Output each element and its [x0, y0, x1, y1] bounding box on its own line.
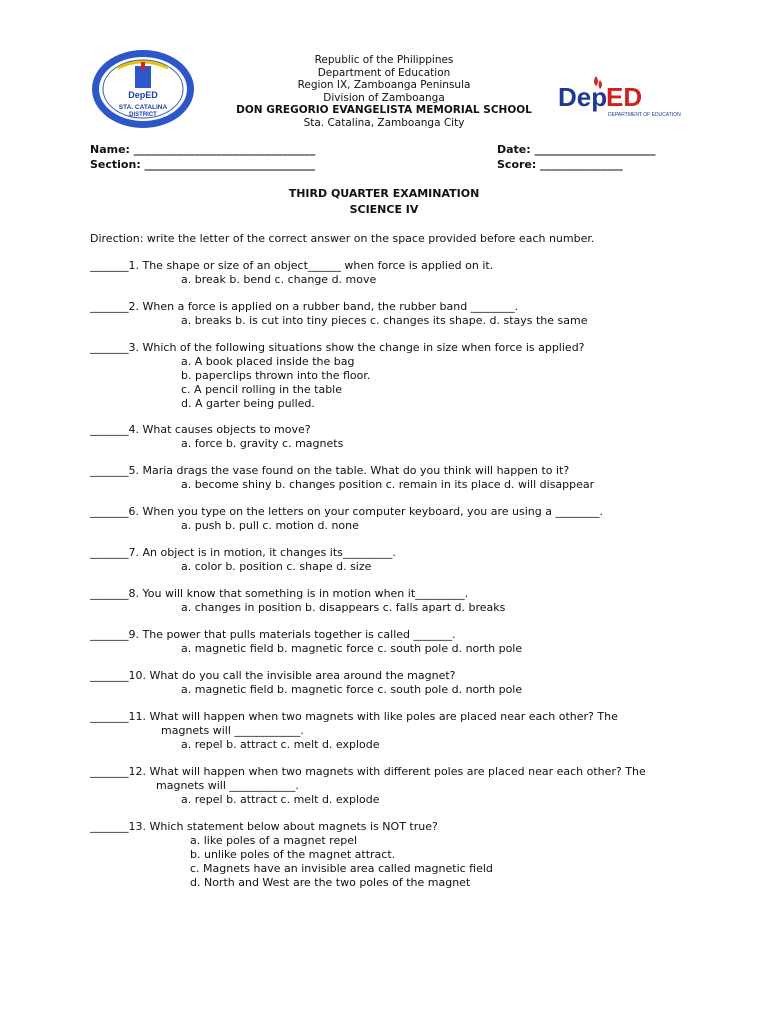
document-header — [200, 54, 568, 130]
question-5: _______5. Maria drags the vase found on the table. What do you think will happen to it? — [90, 464, 570, 477]
question-12: _______12. What will happen when two magnets with different poles are placed near each other? The — [90, 765, 646, 778]
question-13-option-a: a. like poles of a magnet repel — [190, 834, 358, 847]
question-12-options: a. repel b. attract c. melt d. explode — [181, 793, 380, 806]
question-9: _______9. The power that pulls materials together is called _______. — [90, 628, 456, 641]
question-5-options: a. become shiny b. changes position c. remain in its place d. will disappear — [181, 478, 595, 491]
question-2: _______2. When a force is applied on a rubber band, the rubber band ________. — [90, 300, 519, 313]
header-line-department: Department of Education — [317, 66, 451, 79]
seal-center-text: DepED — [128, 90, 158, 100]
question-6: _______6. When you type on the letters on your computer keyboard, you are using a ________. — [90, 505, 603, 518]
question-3-option-b: b. paperclips thrown into the floor. — [181, 369, 371, 382]
exam-title: THIRD QUARTER EXAMINATION — [288, 187, 480, 200]
question-4: _______4. What causes objects to move? — [90, 423, 311, 436]
header-school-name: DON GREGORIO EVANGELISTA MEMORIAL SCHOOL — [236, 104, 532, 117]
direction-text: Direction: write the letter of the correct answer on the space provided before each number. — [90, 232, 595, 245]
question-4-options: a. force b. gravity c. magnets — [181, 437, 344, 450]
question-1-options: a. break b. bend c. change d. move — [181, 273, 377, 286]
date-field[interactable]: Date: ______________________ — [497, 143, 656, 156]
question-6-options: a. push b. pull c. motion d. none — [181, 519, 359, 532]
header-line-region: Region IX, Zamboanga Peninsula — [297, 79, 471, 92]
question-10: _______10. What do you call the invisible area around the magnet? — [90, 669, 456, 682]
question-12-continued: magnets will ____________. — [156, 779, 299, 792]
question-13-option-b: b. unlike poles of the magnet attract. — [190, 848, 396, 861]
header-line-division: Division of Zamboanga — [323, 91, 445, 104]
header-address: Sta. Catalina, Zamboanga City — [303, 116, 465, 129]
question-11-continued: magnets will ____________. — [161, 724, 304, 737]
question-13-option-d: d. North and West are the two poles of the magnet — [190, 876, 471, 889]
deped-logo-subtext: DEPARTMENT OF EDUCATION — [608, 112, 681, 118]
deped-logo — [556, 72, 681, 120]
question-3-option-d: d. A garter being pulled. — [181, 397, 315, 410]
exam-subject: SCIENCE IV — [349, 203, 419, 216]
question-10-options: a. magnetic field b. magnetic force c. south pole d. north pole — [181, 683, 523, 696]
question-3: _______3. Which of the following situations show the change in size when force is applied? — [90, 341, 585, 354]
question-13: _______13. Which statement below about magnets is NOT true? — [90, 820, 438, 833]
header-line-republic: Republic of the Philippines — [314, 54, 454, 66]
question-3-option-c: c. A pencil rolling in the table — [181, 383, 343, 396]
name-field[interactable]: Name: _________________________________ — [90, 143, 316, 156]
question-2-options: a. breaks b. is cut into tiny pieces c. changes its shape. d. stays the same — [181, 314, 588, 327]
svg-text:Dep: Dep — [558, 82, 608, 112]
question-8-options: a. changes in position b. disappears c. falls apart d. breaks — [181, 601, 506, 614]
section-field[interactable]: Section: _______________________________ — [90, 158, 316, 171]
score-field[interactable]: Score: _______________ — [497, 158, 623, 171]
svg-text:ED: ED — [606, 82, 643, 112]
seal-bottom-line2: DISTRICT — [129, 112, 157, 118]
question-11: _______11. What will happen when two magnets with like poles are placed near each other? The — [90, 710, 618, 723]
question-11-options: a. repel b. attract c. melt d. explode — [181, 738, 380, 751]
question-3-option-a: a. A book placed inside the bag — [181, 355, 355, 368]
question-13-option-c: c. Magnets have an invisible area called magnetic field — [190, 862, 493, 875]
question-1: _______1. The shape or size of an object______ when force is applied on it. — [90, 259, 494, 272]
seal-bottom-line1: STA. CATALINA — [118, 104, 168, 111]
school-seal-logo — [90, 48, 196, 130]
question-7-options: a. color b. position c. shape d. size — [181, 560, 372, 573]
question-8: _______8. You will know that something is in motion when it_________. — [90, 587, 469, 600]
question-9-options: a. magnetic field b. magnetic force c. south pole d. north pole — [181, 642, 523, 655]
question-7: _______7. An object is in motion, it changes its_________. — [90, 546, 396, 559]
